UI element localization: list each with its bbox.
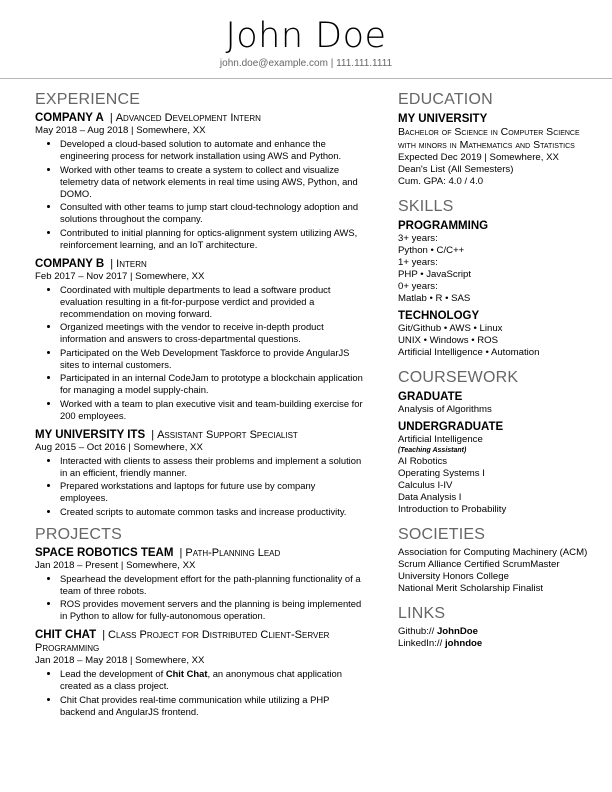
- bullet-text: Lead the development of: [60, 668, 166, 679]
- entry-location: Somewhere, XX: [136, 125, 206, 136]
- entry-date: Feb 2017 – Nov 2017: [35, 270, 128, 282]
- entry-date-line: [35, 271, 365, 283]
- link-label: LinkedIn://: [398, 638, 443, 649]
- skill-line: 0+ years:: [398, 281, 438, 292]
- entry-bullets: [35, 668, 365, 718]
- school-name: MY UNIVERSITY: [398, 113, 488, 125]
- graduate-title: GRADUATE: [398, 391, 463, 403]
- course-line: Artificial Intelligence: [398, 434, 483, 445]
- entry-location: Somewhere, XX: [126, 559, 196, 571]
- gpa: Cum. GPA: 4.0 / 4.0: [398, 176, 484, 187]
- education-title: EDUCATION: [398, 91, 493, 108]
- entry-date-line: [35, 655, 365, 667]
- right-column: [398, 90, 598, 659]
- societies-title: SOCIETIES: [398, 526, 486, 543]
- experience-title: EXPERIENCE: [35, 91, 141, 108]
- experience-entry: [35, 429, 365, 518]
- entry-header: [35, 429, 365, 442]
- left-column: [35, 90, 365, 725]
- entry-org: SPACE ROBOTICS TEAM: [35, 546, 174, 559]
- contact-line: [0, 58, 612, 70]
- entry-separator: |: [131, 125, 134, 136]
- entry-location: Somewhere, XX: [135, 270, 205, 282]
- entry-role: Assistant Support Specialist: [157, 428, 298, 441]
- entry-separator: |: [129, 655, 133, 666]
- degree: Bachelor of Science in Computer Science with minors in Mathematics and Statistics: [398, 126, 580, 151]
- phone-number: 111.111.1111: [336, 58, 393, 69]
- undergrad-title: UNDERGRADUATE: [398, 421, 504, 433]
- technology-title: TECHNOLOGY: [398, 310, 480, 322]
- technology-block: [398, 309, 598, 359]
- project-name-bold: Chit Chat: [165, 668, 208, 679]
- entry-separator: |: [120, 559, 124, 571]
- entry-separator: |: [128, 441, 131, 453]
- entry-date: Jan 2018 – Present: [35, 559, 119, 571]
- entry-org: COMPANY A: [35, 112, 104, 124]
- skill-line: 1+ years:: [398, 257, 438, 268]
- skill-line: Matlab • R • SAS: [398, 293, 471, 304]
- skill-line: Python • C/C++: [398, 245, 465, 256]
- course-line: AI Robotics: [398, 456, 448, 467]
- entry-date-line: [35, 125, 365, 137]
- link-label: Github://: [398, 626, 435, 637]
- expected-date: Expected Dec 2019 | Somewhere, XX: [398, 152, 559, 163]
- links-title: LINKS: [398, 605, 446, 622]
- entry-bullets: [35, 573, 365, 623]
- skills-section: [398, 197, 598, 359]
- links-section: [398, 604, 598, 650]
- email-link[interactable]: john.doe@example.com: [219, 58, 328, 69]
- entry-location: Somewhere, XX: [133, 441, 203, 453]
- entry-date-line: [35, 560, 365, 572]
- entry-role: Intern: [116, 257, 147, 270]
- entry-org: CHIT CHAT: [35, 629, 97, 641]
- coursework-section: [398, 368, 598, 516]
- entry-separator: |: [129, 270, 133, 282]
- entry-header: [35, 547, 365, 560]
- entry-org: COMPANY B: [35, 257, 105, 270]
- course-line: Analysis of Algorithms: [398, 404, 492, 415]
- bullet-item: • Organized meetings with the vendor to receive in-depth product information and answers to cross-departmental questions.: [60, 321, 365, 345]
- entry-header: [35, 112, 365, 125]
- candidate-name: John Doe: [225, 16, 387, 56]
- bullet-item: • Participated on the Web Development Taskforce to provide AngularJS sites to internal customers.: [60, 347, 365, 371]
- contact-separator: |: [330, 58, 334, 69]
- bullet-item: • Chit Chat provides real-time communication while utilizing a PHP backend and AngularJS frontend.: [60, 694, 365, 718]
- bullet-item: • ROS provides movement servers and the planning is being implemented in Python to allow for fully-autonomous operation.: [60, 598, 365, 622]
- entry-bullets: [35, 455, 365, 518]
- skill-line: PHP • JavaScript: [398, 269, 472, 280]
- graduate-block: [398, 390, 598, 416]
- bullet-item: • Created scripts to automate common tasks and increase productivity.: [60, 506, 365, 518]
- bullet-item: • Spearhead the development effort for the path-planning functionality of a team of three robots.: [60, 573, 365, 597]
- skill-line: 3+ years:: [398, 233, 438, 244]
- resume-header: [0, 14, 612, 70]
- course-line: Introduction to Probability: [398, 504, 507, 515]
- course-line: Calculus I-IV: [398, 480, 453, 491]
- society-line: Scrum Alliance Certified ScrumMaster: [398, 559, 560, 570]
- entry-role: Advanced Development Intern: [115, 112, 261, 124]
- entry-separator: |: [179, 546, 183, 559]
- societies-section: [398, 525, 598, 595]
- programming-title: PROGRAMMING: [398, 220, 489, 232]
- bullet-item: • Developed a cloud-based solution to automate and enhance the engineering process for network installation using AWS and Python.: [60, 138, 365, 162]
- bullet-item: • Consulted with other teams to jump start cloud-technology adoption and solutions throughout the company.: [60, 201, 365, 225]
- bullet-item: • Coordinated with multiple departments to lead a software product evaluation resulting in a fit-for-purpose verdict and provided a recommendation on moving forward.: [60, 284, 365, 320]
- bullet-item: • Interacted with clients to assess their problems and implement a solution in an efficient, friendly manner.: [60, 455, 365, 479]
- linkedin-link[interactable]: [398, 638, 598, 650]
- ta-note: (Teaching Assistant): [398, 447, 467, 454]
- link-value: johndoe: [444, 638, 483, 649]
- society-line: Association for Computing Machinery (ACM): [398, 547, 588, 558]
- bullet-item: • Participated in an internal CodeJam to prototype a blockchain application for managing a model supply-chain.: [60, 372, 365, 396]
- entry-bullets: [35, 138, 365, 251]
- entry-separator: |: [109, 112, 113, 124]
- entry-header: [35, 258, 365, 271]
- entry-location: Somewhere, XX: [135, 655, 205, 666]
- entry-date: Jan 2018 – May 2018: [35, 655, 128, 666]
- entry-header: [35, 629, 365, 655]
- entry-date: May 2018 – Aug 2018: [35, 125, 129, 136]
- entry-org: MY UNIVERSITY ITS: [35, 428, 146, 441]
- link-value: JohnDoe: [436, 626, 478, 637]
- project-entry: [35, 629, 365, 718]
- entry-role: Class Project for Distributed Client-Server Programming: [35, 629, 330, 654]
- entry-separator: |: [151, 428, 155, 441]
- course-line: Operating Systems I: [398, 468, 485, 479]
- skill-line: UNIX • Windows • ROS: [398, 335, 499, 346]
- bullet-item: • Contributed to initial planning for optics-alignment system utilizing AWS, reinforcement learning, and an IoT architecture.: [60, 227, 365, 251]
- bullet-item: • Worked with a team to plan executive visit and team-building exercise for 200 employees.: [60, 398, 365, 422]
- bullet-item: [60, 668, 365, 692]
- bullet-item: • Worked with other teams to create a system to collect and visualize telemetry data of network elements in real time using AWS, Python, and DOMO.: [60, 164, 365, 200]
- undergrad-block: [398, 420, 598, 516]
- entry-date: Aug 2015 – Oct 2016: [35, 441, 126, 453]
- coursework-title: COURSEWORK: [398, 369, 519, 386]
- project-entry: [35, 547, 365, 623]
- header-divider: [0, 78, 612, 79]
- entry-date-line: [35, 442, 365, 454]
- programming-block: [398, 219, 598, 305]
- entry-separator: |: [110, 257, 114, 270]
- course-line: Data Analysis I: [398, 492, 462, 503]
- entry-role: Path-Planning Lead: [185, 546, 281, 559]
- entry-bullets: [35, 284, 365, 422]
- bullet-item: • Prepared workstations and laptops for future use by company employees.: [60, 480, 365, 504]
- education-section: [398, 90, 598, 188]
- skill-line: Artificial Intelligence • Automation: [398, 347, 540, 358]
- society-line: University Honors College: [398, 571, 509, 582]
- experience-entry: [35, 112, 365, 251]
- bullet-text: , an anonymous chat application created as a class project.: [60, 668, 342, 691]
- society-line: National Merit Scholarship Finalist: [398, 583, 544, 594]
- honors: Dean's List (All Semesters): [398, 164, 514, 175]
- skills-title: SKILLS: [398, 198, 454, 215]
- projects-title: PROJECTS: [35, 525, 122, 543]
- skill-line: Git/Github • AWS • Linux: [398, 323, 503, 334]
- github-link[interactable]: [398, 626, 598, 638]
- entry-separator: |: [102, 629, 106, 641]
- experience-entry: [35, 258, 365, 422]
